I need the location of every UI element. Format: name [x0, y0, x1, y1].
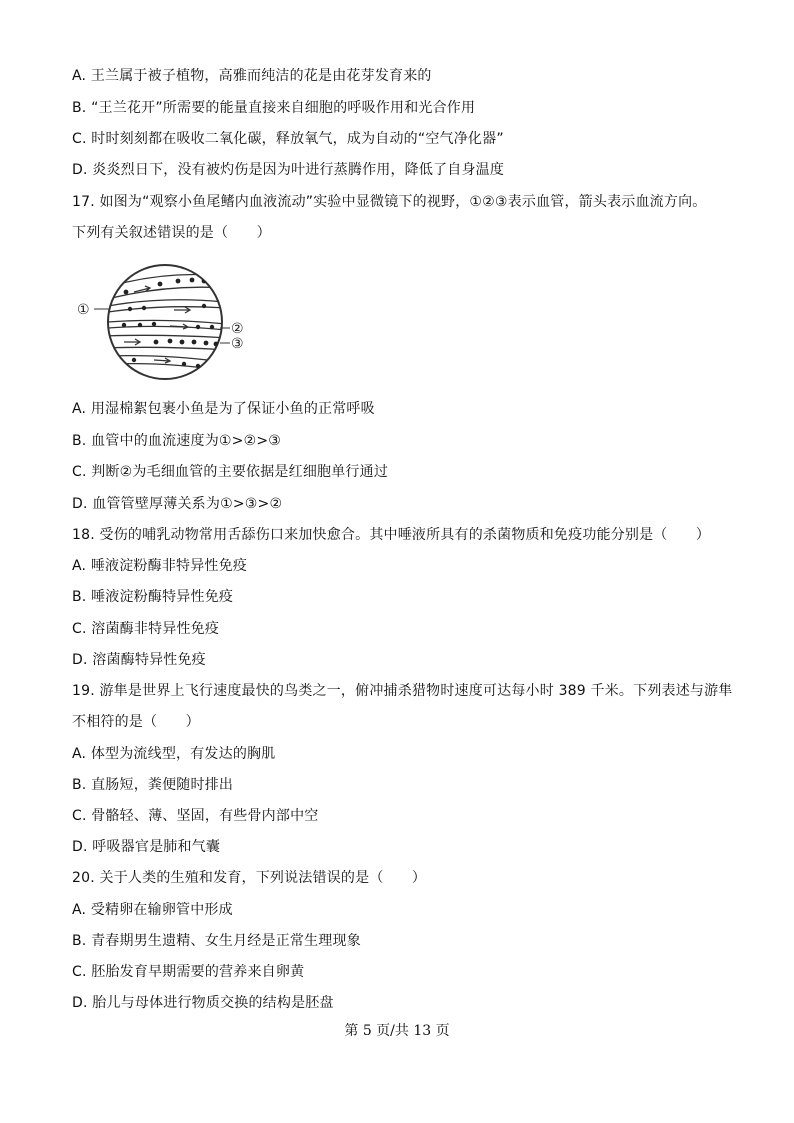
q20-option-a: A. 受精卵在输卵管中形成: [72, 902, 233, 918]
q19-option-d: D. 呼吸器官是肺和气囊: [72, 839, 221, 855]
q19-option-a: A. 体型为流线型，有发达的胸肌: [72, 746, 276, 762]
microscope-field-drawing: [74, 262, 254, 382]
q18-option-b: B. 唾液淀粉酶特异性免疫: [72, 589, 234, 605]
q16-option-c: C. 时时刻刻都在吸收二氧化碳，释放氧气，成为自动的“空气净化器”: [72, 131, 504, 147]
blood-vessel-microscope-figure: [74, 262, 254, 382]
q20-option-d: D. 胎儿与母体进行物质交换的结构是胚盘: [72, 995, 334, 1011]
q17-option-a: A. 用湿棉絮包裹小鱼是为了保证小鱼的正常呼吸: [72, 401, 375, 417]
page-number-footer: 第 5 页/共 13 页: [344, 1023, 450, 1039]
q16-option-b: B. “王兰花开”所需要的能量直接来自细胞的呼吸作用和光合作用: [72, 100, 476, 116]
q19-option-c: C. 骨骼轻、薄、坚固，有些骨内部中空: [72, 808, 319, 824]
q17-stem-line2: 下列有关叙述错误的是（ ）: [72, 225, 271, 241]
q20-stem: 20. 关于人类的生殖和发育，下列说法错误的是（ ）: [72, 870, 427, 886]
q20-option-c: C. 胚胎发育早期需要的营养来自卵黄: [72, 964, 305, 980]
q18-stem: 18. 受伤的哺乳动物常用舌舔伤口来加快愈合。其中唾液所具有的杀菌物质和免疫功能分别是（ ）: [72, 527, 711, 543]
q19-stem-line1: 19. 游隼是世界上飞行速度最快的鸟类之一，俯冲捕杀猎物时速度可达每小时 389 千米。下列表述与游隼: [72, 683, 733, 699]
q16-option-d: D. 炎炎烈日下，没有被灼伤是因为叶进行蒸腾作用，降低了自身温度: [72, 162, 505, 178]
q18-option-c: C. 溶菌酶非特异性免疫: [72, 621, 220, 637]
q18-option-d: D. 溶菌酶特异性免疫: [72, 652, 206, 668]
q18-option-a: A. 唾液淀粉酶非特异性免疫: [72, 558, 248, 574]
q19-option-b: B. 直肠短，粪便随时排出: [72, 777, 234, 793]
figure-label-2: ②: [231, 321, 244, 337]
q16-option-a: A. 王兰属于被子植物，高雅而纯洁的花是由花芽发育来的: [72, 68, 432, 84]
figure-label-1: ①: [77, 302, 90, 318]
q17-stem-line1: 17. 如图为“观察小鱼尾鳍内血液流动”实验中显微镜下的视野，①②③表示血管，箭头表示血流方向。: [72, 194, 707, 210]
q20-option-b: B. 青春期男生遗精、女生月经是正常生理现象: [72, 933, 361, 949]
q17-option-b: B. 血管中的血流速度为①>②>③: [72, 433, 282, 449]
q17-option-d: D. 血管管壁厚薄关系为①>③>②: [72, 496, 283, 512]
q19-stem-line2: 不相符的是（ ）: [72, 714, 200, 730]
q17-option-c: C. 判断②为毛细血管的主要依据是红细胞单行通过: [72, 464, 389, 480]
figure-label-3: ③: [231, 336, 244, 352]
